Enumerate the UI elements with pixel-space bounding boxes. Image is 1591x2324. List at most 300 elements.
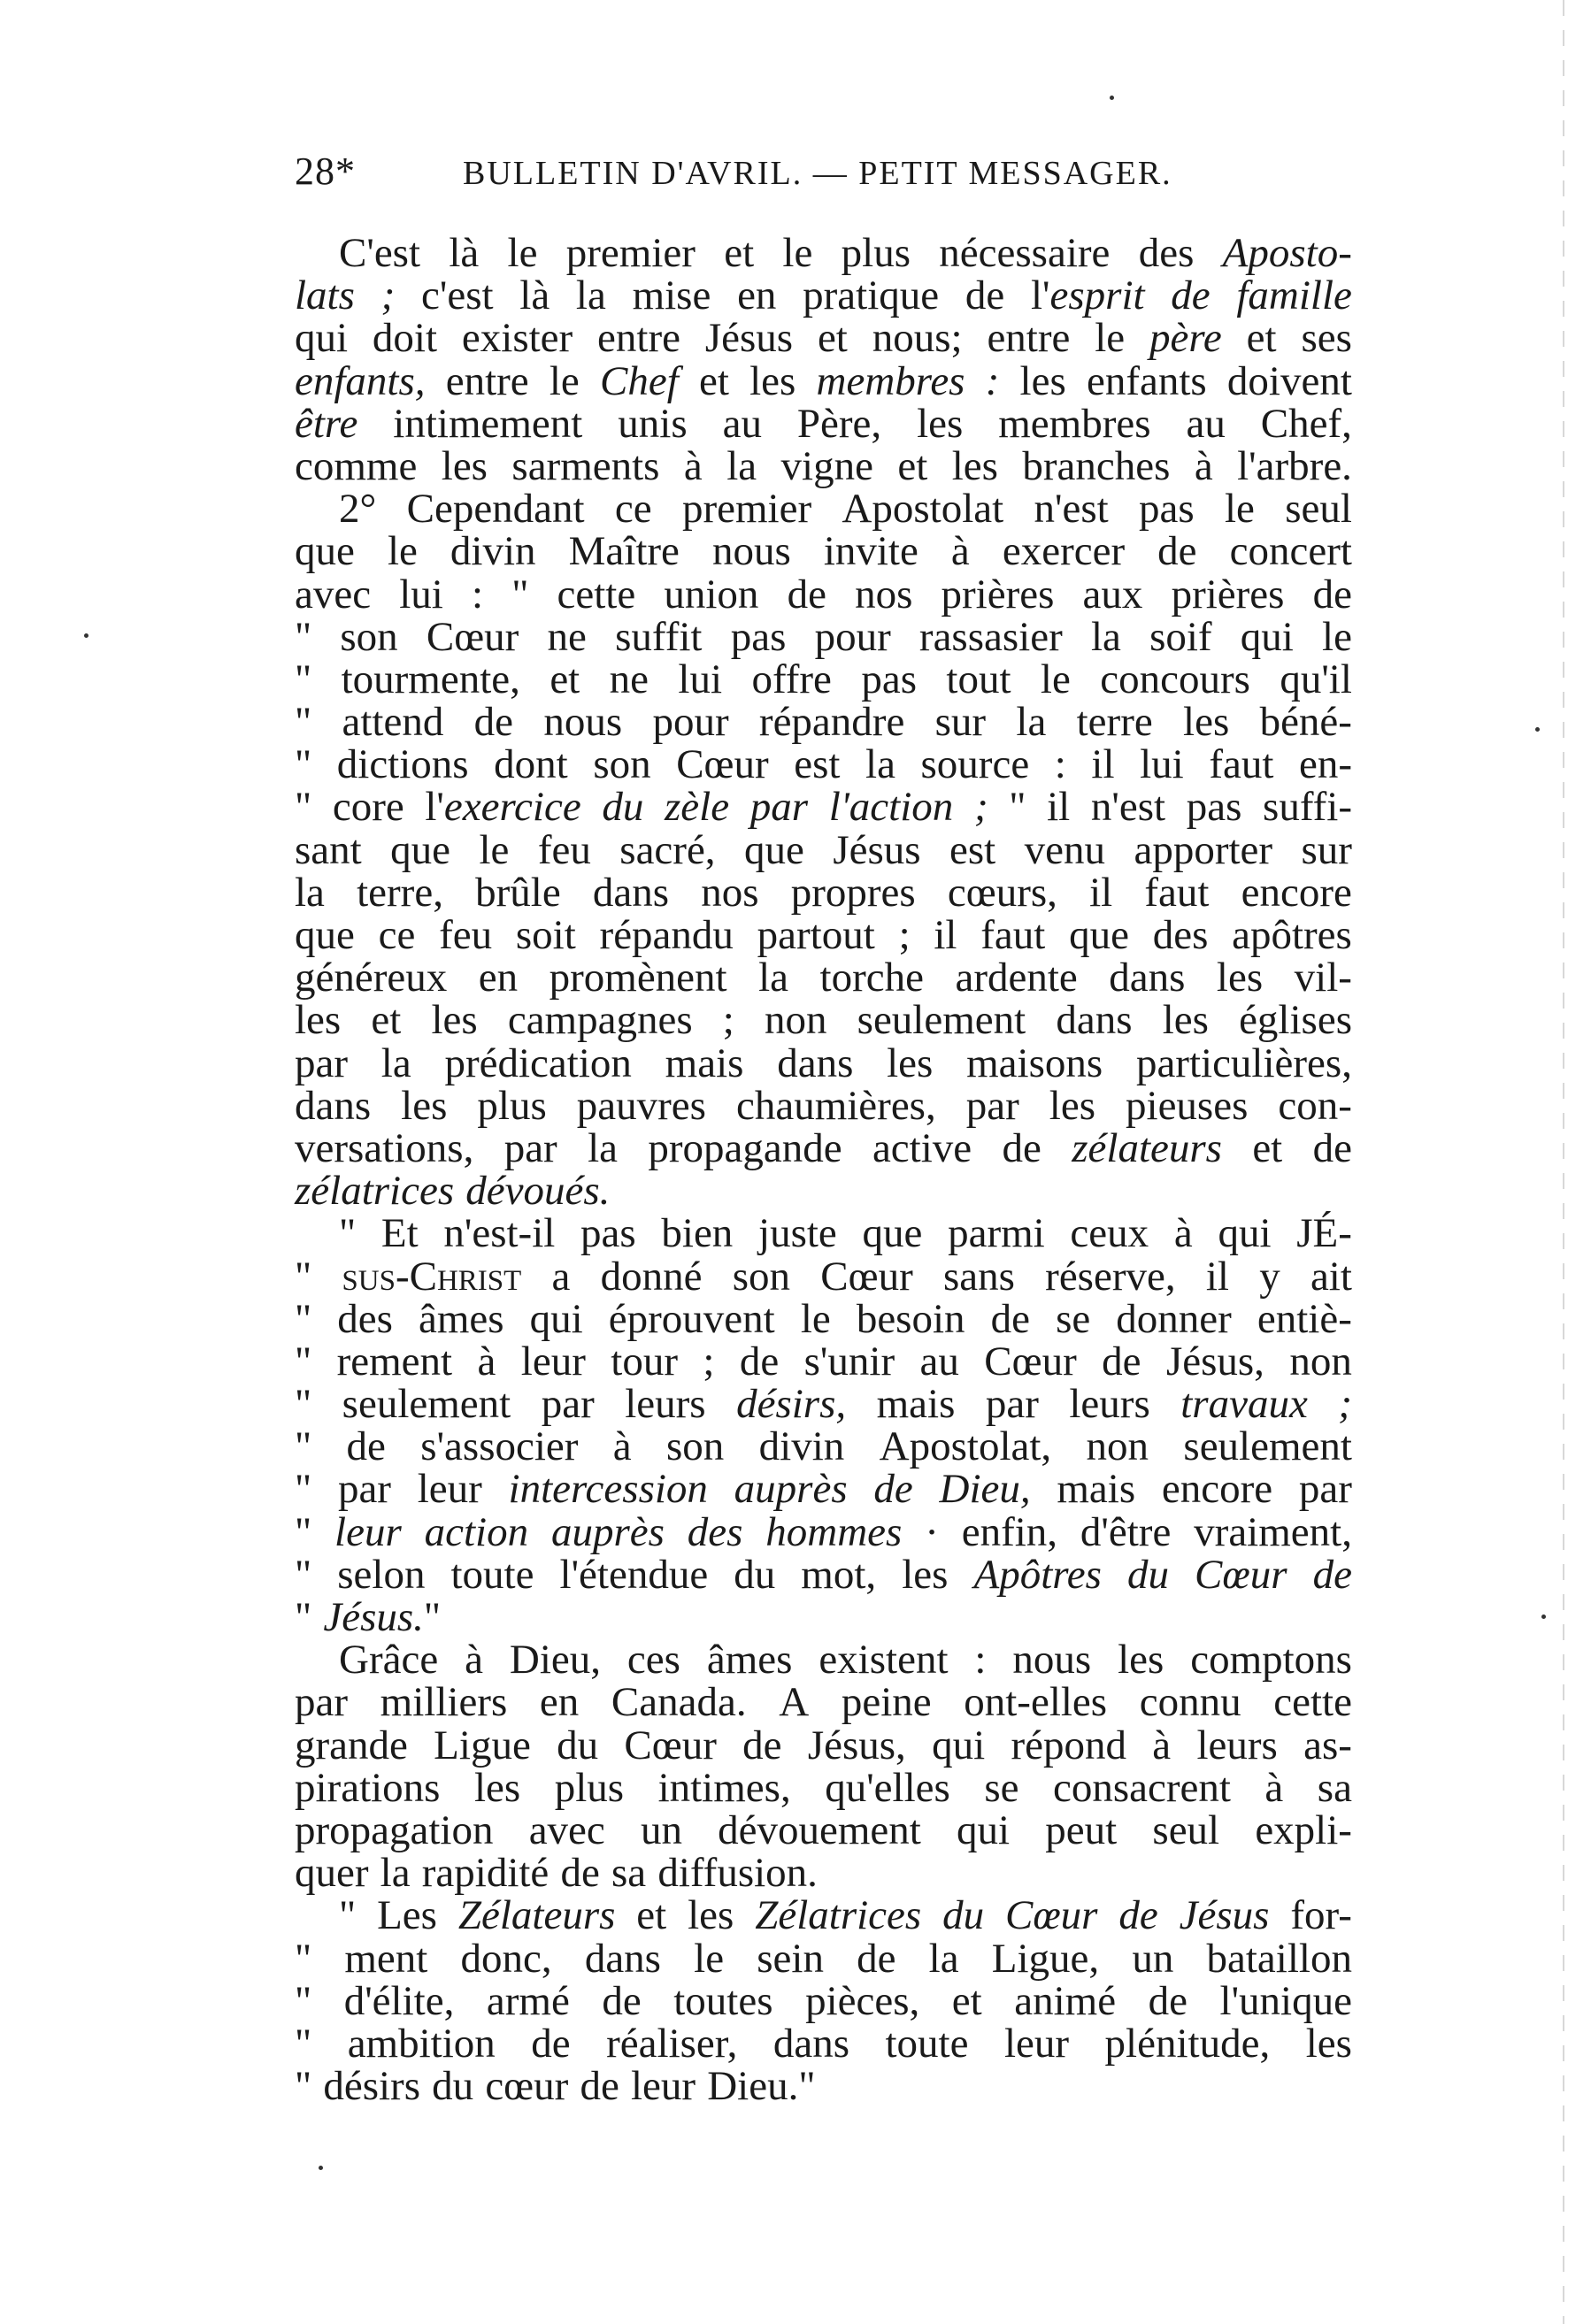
word: " [295,656,312,702]
word: Zélateurs [457,1892,616,1939]
text-line [295,1977,1352,2024]
word: répond [1011,1722,1126,1768]
word: des [337,1295,393,1342]
word: ; [1338,1381,1352,1428]
text-line [295,1082,1352,1129]
word: à [612,1423,632,1470]
word: le [507,230,538,276]
word: dans [777,1039,854,1086]
word: Jésus [833,826,921,873]
word: Aposto- [1222,230,1352,276]
word: chaumières, [735,1082,936,1129]
word: ; [380,272,396,319]
word: d'élite, [343,1977,455,2024]
word: sa [611,1850,647,1897]
word: de [857,1935,896,1982]
word: exercer [1002,528,1126,575]
word: par [503,1124,557,1171]
word: feu [439,912,493,958]
word: dont [494,741,568,788]
word: juste [758,1210,837,1257]
word: de [739,1338,780,1384]
word: seulement [1183,1423,1352,1470]
word: con- [1278,1082,1352,1129]
word: le [1322,613,1352,660]
word: de [965,272,1005,319]
word: " [295,1253,312,1300]
word: nous; [872,315,963,362]
word: dans [295,1082,372,1129]
word: Cœur [1195,1551,1287,1598]
word: sans [942,1253,1015,1300]
word: à [1194,442,1213,489]
word: non [1289,1338,1352,1384]
word: que [295,912,355,958]
word: JÉ- [1296,1210,1352,1257]
word: Maître [568,528,680,575]
word: du [942,1892,985,1939]
word: le [800,1295,831,1342]
word: leur [520,1338,586,1384]
word: connu [1139,1679,1241,1726]
word: Apôtres [973,1551,1102,1598]
word: " [295,1977,312,2024]
text-line [295,1295,1352,1342]
word: soit [515,912,576,958]
word: divin [450,528,536,575]
word: entre [445,357,529,404]
word: zélateurs [1072,1124,1222,1171]
word: par [749,784,809,831]
word: Grâce [339,1637,439,1684]
word: animé [1014,1977,1117,2024]
word: concours [1100,656,1250,702]
word: son [666,1423,725,1470]
word: donc, [460,1935,552,1982]
word: expli- [1255,1806,1352,1853]
word: que [1069,912,1129,958]
word: la [588,1124,618,1171]
word: qu'il [1280,656,1352,702]
word: est [949,826,996,873]
text-line [295,1724,1352,1767]
word: membres [816,357,965,404]
word: parmi [948,1210,1045,1257]
word: à [477,1338,496,1384]
word: le [1095,315,1126,362]
word: exister [461,315,573,362]
text-line [295,1764,1352,1811]
word: " [295,613,312,660]
text-line [295,357,1352,404]
text-line [295,871,1352,914]
word: cette [1273,1679,1352,1726]
word: selon [337,1551,426,1598]
word: as- [1303,1722,1352,1768]
word: sein [757,1935,824,1982]
word: ont-elles [964,1679,1108,1726]
word: Cœur [426,613,519,660]
word: les [473,1764,521,1811]
word: de [873,1466,913,1513]
word: de [1171,272,1211,319]
word: torche [819,955,924,1001]
word: de [742,1722,782,1768]
body-text [295,230,1352,2110]
page-number: 28* [295,150,356,193]
word: plus [554,1764,625,1811]
word: et [550,656,580,702]
word: en- [1298,741,1352,788]
word: entre [597,315,680,362]
word: qui [529,1295,583,1342]
word: seulement [342,1381,511,1428]
word: : [1054,741,1066,788]
word: des [1152,912,1209,958]
word: toute [885,2020,969,2067]
word: ; [898,912,911,958]
word: la [726,442,757,489]
word: l'unique [1219,1977,1352,2024]
word: à [950,528,970,575]
word: enfin, [961,1508,1058,1555]
word: à [1264,1764,1284,1811]
word: lui [399,571,443,617]
text-line [295,1806,1352,1853]
word: nécessaire [939,230,1111,276]
word: faut [1209,741,1274,788]
word: du [557,1722,599,1768]
word: là [519,272,550,319]
paper-speck [319,2166,323,2170]
word: les [1183,699,1230,746]
word: du [432,2063,474,2110]
word: éprouvent [608,1295,775,1342]
word: la [1016,699,1047,746]
paper-speck [84,633,88,638]
word: donné [600,1253,703,1300]
word: Et [380,1210,419,1257]
word: nous [711,528,791,575]
word: " [295,1423,312,1470]
word: réaliser, [606,2020,738,2067]
word: intimes, [657,1764,791,1811]
word: et [371,997,402,1044]
word: ment [344,1935,428,1982]
word: " [1009,784,1026,831]
word: encore [1161,1466,1273,1513]
word: venu [1024,826,1106,873]
word: de [1148,1977,1187,2024]
word: par [1298,1466,1352,1513]
word: prières [1171,571,1285,617]
text-line [295,1850,1352,1897]
word: a [551,1253,571,1300]
word: les [902,1551,949,1598]
word: les [1305,2020,1352,2067]
word: Ligue [434,1722,531,1768]
text-line [295,699,1352,746]
word: leurs [1069,1381,1150,1428]
word: la [1090,613,1121,660]
word: se [984,1764,1019,1811]
word: Cœur [984,1338,1077,1384]
text-line [295,1124,1352,1171]
word: zèle [665,784,730,831]
word: pas [1139,486,1195,533]
word: pièces, [805,1977,920,2024]
word: ; [703,1338,715,1384]
word: apporter [1134,826,1273,873]
word: apôtres [1232,912,1352,958]
text-line [295,1508,1352,1555]
word: Père, [796,400,882,447]
word: vraiment, [1194,1508,1352,1555]
word: particulières, [1135,1039,1352,1086]
word: Apostolat, [879,1423,1052,1470]
word: de [1102,1338,1141,1384]
word: leur [334,1508,402,1555]
word: c'est [421,272,494,319]
word: " [511,571,529,617]
word: prédication [444,1039,632,1086]
word: travaux [1180,1381,1308,1428]
word: zélatrices [295,1168,455,1215]
word: la [575,272,606,319]
word: core [332,784,404,831]
word: les [887,1039,934,1086]
word: auprès [734,1466,848,1513]
word: Cœur [624,1722,717,1768]
word: Jésus [704,315,794,362]
word: : [472,571,484,617]
word: à [465,1637,483,1684]
word: il [1089,869,1113,916]
word: enfants, [295,357,426,404]
word: par [985,1381,1039,1428]
word: là [449,230,480,276]
word: Les [377,1892,437,1939]
word: sant [295,826,362,873]
text-line [295,232,1352,274]
text-line [295,1340,1352,1383]
word: l'action [828,784,954,831]
word: les [1216,955,1264,1001]
word: le [387,528,418,575]
word: n'est-il [443,1210,556,1257]
word: n'est [1034,486,1109,533]
word: se [1056,1295,1091,1342]
word: du [1127,1551,1169,1598]
word: pas [861,656,917,702]
word: est [794,741,841,788]
word: peine [841,1679,932,1726]
word: et [817,315,848,362]
text-line [295,613,1352,660]
word: · [925,1508,939,1555]
word: ambition [347,2020,496,2067]
word: toutes [673,1977,773,2024]
word: nous [543,699,623,746]
word: membres [998,400,1151,447]
word: pas [730,613,787,660]
word: réserve, [1045,1253,1176,1300]
word: " [339,1210,357,1257]
word: rement [336,1338,453,1384]
word: il [1047,784,1071,831]
word: aux [1082,571,1143,617]
word: les [917,400,964,447]
word: la [758,955,789,1001]
word: la [380,1039,411,1086]
word: de [1118,1892,1158,1939]
word: Dieu." [707,2063,816,2110]
text-line [295,1553,1352,1596]
word: vil- [1294,955,1352,1001]
text-line [295,826,1352,873]
word: feu [537,826,591,873]
word: tour [611,1338,678,1384]
word: propres [790,869,916,916]
word: à [1173,1210,1193,1257]
word: répandre [758,699,905,746]
word: suffit [615,613,703,660]
text-line [295,997,1352,1044]
word: par [337,1466,391,1513]
word: " [295,699,312,746]
text-line [295,1210,1352,1257]
word: qui [957,1806,1011,1853]
word: désirs [323,2063,420,2110]
word: versations, [295,1124,474,1171]
word: sur [934,699,987,746]
word: ait [1310,1253,1352,1300]
word: encore [1241,869,1352,916]
word: donner [1116,1295,1232,1342]
word: de [1312,1551,1352,1598]
word: pirations [295,1764,441,1811]
word: mot, [801,1551,877,1598]
word: Jésus, [807,1722,906,1768]
word: sarments [511,442,660,489]
word: consacrent [1052,1764,1231,1811]
word: qui [295,315,349,362]
word: C'est [339,230,421,276]
text-line [295,743,1352,786]
word: rassasier [918,613,1063,660]
word: ces [626,1637,680,1684]
word: et [698,357,729,404]
word: en [539,1679,580,1726]
word: les [1019,357,1066,404]
word: âmes [419,1295,504,1342]
paper-speck [1541,1615,1546,1619]
word: qui [932,1722,986,1768]
word: au [1186,400,1226,447]
word: que [744,826,804,873]
word: et [724,230,755,276]
word: plénitude, [1104,2020,1271,2067]
word: mais [665,1039,744,1086]
word: le [1224,486,1255,533]
word: par [965,1082,1019,1129]
text-line [295,914,1352,956]
word: quer [295,1850,369,1897]
word: plus [841,230,911,276]
word: mise [632,272,711,319]
word: toute [450,1551,534,1598]
word: rapidité [421,1850,550,1897]
word: qui [1240,613,1294,660]
word: lats [295,272,355,319]
word: Dieu, [509,1637,601,1684]
word: la [380,1850,411,1897]
word: ce [614,486,652,533]
word: les [431,997,478,1044]
word: le [549,357,580,404]
word: dévouement [718,1806,921,1853]
word: il [1205,1253,1229,1300]
word: Zélatrices [755,1892,922,1939]
word: Canada. [611,1679,747,1726]
word: son [340,613,398,660]
word: premier [565,230,696,276]
word: l'esprit [1030,272,1145,319]
word: du [602,784,644,831]
word: besoin [856,1295,965,1342]
word: béné- [1259,699,1352,746]
word: y [1259,1253,1280,1300]
word: répandu [599,912,734,958]
word: tout [946,656,1011,702]
word: " [295,1508,312,1555]
word: armé [486,1977,570,2024]
word: partout [757,912,875,958]
word: propagande [648,1124,842,1171]
running-title: BULLETIN D'AVRIL. — PETIT MESSAGER. [463,155,1172,192]
word: ; [722,997,734,1044]
word: le [479,826,510,873]
word: tourmente, [341,656,520,702]
word: prières [941,571,1055,617]
word: églises [1239,997,1352,1044]
word: for- [1290,1892,1352,1939]
word: dans [1109,955,1186,1001]
word: la [295,869,325,916]
word: les [951,442,998,489]
word: de [602,1977,642,2024]
word: faut [980,912,1046,958]
word: terre [1076,699,1153,746]
word: par [295,1039,349,1086]
word: divin [758,1423,845,1470]
word: son [732,1253,791,1300]
word: le [782,230,813,276]
word: ses [1301,315,1352,362]
word: le [694,1935,725,1982]
word: Jésus [1179,1892,1270,1939]
word: de [1157,528,1197,575]
word: qu'elles [825,1764,950,1811]
word: campagnes [507,997,693,1044]
word: entiè- [1257,1295,1352,1342]
word: de [1312,1124,1352,1171]
page-header [295,149,1357,202]
word: nos [701,869,759,916]
word: sur [1301,826,1352,873]
word: active [872,1124,972,1171]
word: les [688,1892,734,1939]
